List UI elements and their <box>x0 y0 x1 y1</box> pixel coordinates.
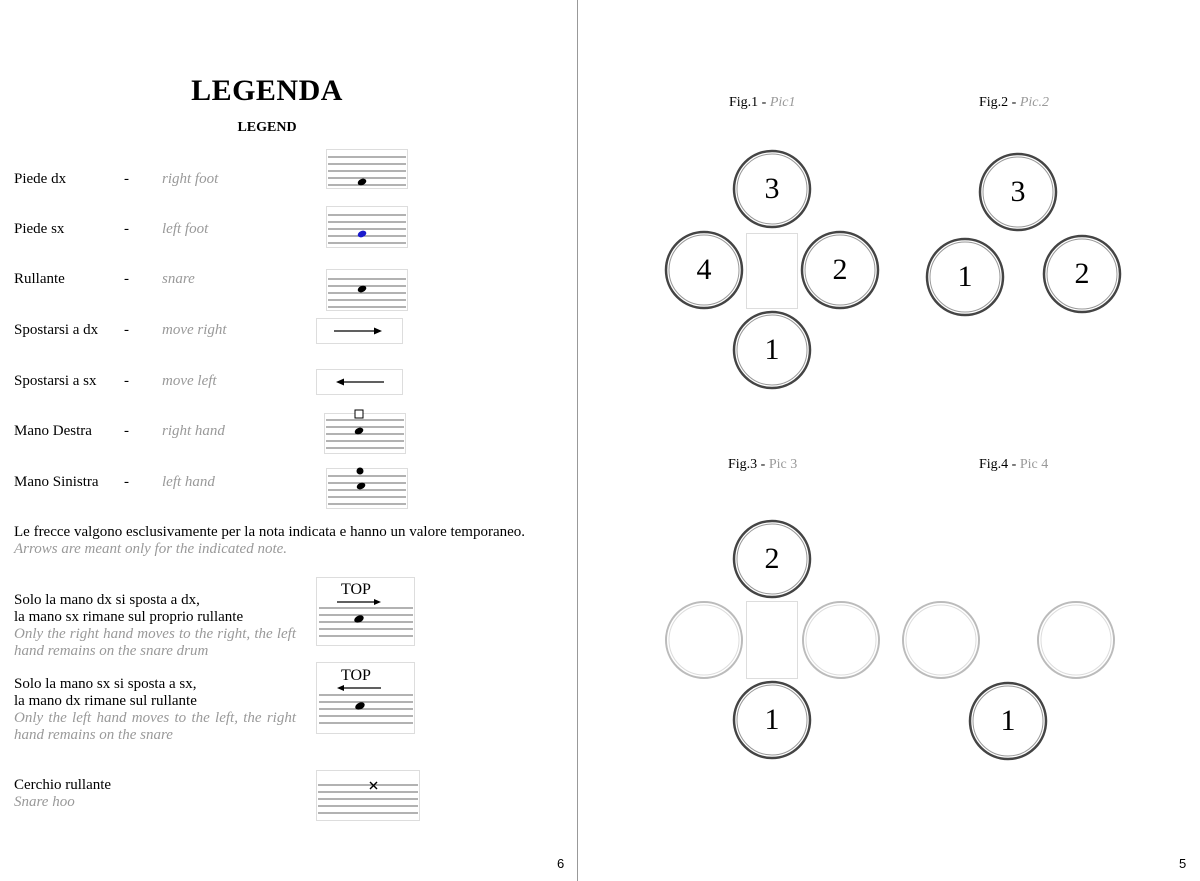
fig-label-en: Pic1 <box>769 95 796 110</box>
row-label-it: Spostarsi a sx <box>14 373 97 389</box>
left-hand-moves-block <box>14 676 296 744</box>
fig-label: Fig.1 - <box>729 95 770 110</box>
top-label: TOP <box>341 581 371 598</box>
row-dash: - <box>124 171 129 187</box>
legend-subtitle: LEGEND <box>237 120 297 135</box>
page-number-left: 6 <box>557 856 565 871</box>
drum-number: 1 <box>957 260 973 293</box>
row-dash: - <box>124 221 129 237</box>
left-page <box>0 0 578 881</box>
row-label-en: snare <box>162 271 195 287</box>
drum-number: 2 <box>832 253 848 286</box>
legend-title: LEGENDA <box>191 74 343 107</box>
block-en-text: Only the left hand moves to the left, the right hand remains on the snare <box>14 710 296 743</box>
block-en-text: Snare hoo <box>14 794 75 810</box>
block-it-line-2: la mano sx rimane sul proprio rullante <box>14 609 244 625</box>
row-label-it: Mano Sinistra <box>14 474 99 490</box>
fig3-caption <box>728 457 797 473</box>
fig-label: Fig.4 - <box>979 457 1020 472</box>
faded-drum-icon <box>1035 599 1117 681</box>
empty-center-box <box>746 601 798 679</box>
drum-right-faded <box>1035 599 1117 681</box>
arrow-left-icon <box>316 369 403 395</box>
fig-label: Fig.2 - <box>979 95 1020 110</box>
drum-number: 2 <box>1074 257 1090 290</box>
right-hand-symbol-icon <box>324 408 406 454</box>
right-page <box>578 0 1200 881</box>
drum-number: 3 <box>1010 175 1026 208</box>
faded-drum-icon <box>663 599 745 681</box>
block-en-text: Only the right hand moves to the right, the left hand remains on the snare drum <box>14 626 296 659</box>
top-arrow-right-staff-icon <box>317 578 414 645</box>
snare-hoop-symbol-icon <box>316 770 420 821</box>
row-label-en: right foot <box>162 171 219 187</box>
drum-top <box>731 148 813 230</box>
right-hand-moves-block <box>14 592 296 660</box>
arrow-right-icon <box>316 318 403 344</box>
left-hand-symbol-icon <box>326 464 408 510</box>
right-foot-symbol-icon <box>326 149 408 189</box>
drum-number: 3 <box>764 172 780 205</box>
row-label-it: Piede sx <box>14 221 65 237</box>
page-number-right: 5 <box>1179 856 1187 871</box>
top-right-symbol <box>316 577 415 646</box>
drum-bottom <box>731 679 813 761</box>
fig4-caption <box>979 457 1048 473</box>
drum-bottom <box>731 309 813 391</box>
row-dash: - <box>124 322 129 338</box>
row-label-en: left foot <box>162 221 209 237</box>
drum-number: 1 <box>764 703 780 736</box>
row-label-it: Rullante <box>14 271 65 287</box>
row-dash: - <box>124 474 129 490</box>
drum-number: 1 <box>1000 704 1016 737</box>
fig-label: Fig.3 - <box>728 457 769 472</box>
fig1-caption <box>729 95 796 111</box>
faded-drum-icon <box>900 599 982 681</box>
block-it-line-1: Cerchio rullante <box>14 777 112 793</box>
drum-number: 4 <box>696 253 712 286</box>
block-it-line-1: Solo la mano dx si sposta a dx, <box>14 592 200 608</box>
arrows-note-en: Arrows are meant only for the indicated note. <box>14 541 288 557</box>
drum-right <box>1041 233 1123 315</box>
snare-symbol-icon <box>326 269 408 311</box>
drum-number: 2 <box>764 542 780 575</box>
empty-center-box <box>746 233 798 309</box>
row-label-en: move right <box>162 322 227 338</box>
block-it-line-2: la mano dx rimane sul rullante <box>14 693 197 709</box>
row-dash: - <box>124 373 129 389</box>
fig-label-en: Pic.2 <box>1019 95 1049 110</box>
row-dash: - <box>124 271 129 287</box>
row-label-en: right hand <box>162 423 225 439</box>
drum-bottom <box>967 680 1049 762</box>
top-arrow-left-staff-icon <box>317 663 414 733</box>
drum-right <box>799 229 881 311</box>
block-it-line-1: Solo la mano sx si sposta a sx, <box>14 676 197 692</box>
drum-left-faded <box>663 599 745 681</box>
row-label-it: Piede dx <box>14 171 67 187</box>
left-foot-symbol-icon <box>326 206 408 248</box>
row-label-en: move left <box>162 373 217 389</box>
fig-label-en: Pic 4 <box>1019 457 1049 472</box>
row-dash: - <box>124 423 129 439</box>
drum-left <box>663 229 745 311</box>
row-label-en: left hand <box>162 474 215 490</box>
snare-hoop-block <box>14 777 296 811</box>
row-label-it: Spostarsi a dx <box>14 322 99 338</box>
drum-right-faded <box>800 599 882 681</box>
drum-left-faded <box>900 599 982 681</box>
fig-label-en: Pic 3 <box>768 457 798 472</box>
drum-left <box>924 236 1006 318</box>
top-left-symbol <box>316 662 415 734</box>
faded-drum-icon <box>800 599 882 681</box>
arrows-note <box>14 524 534 558</box>
row-label-it: Mano Destra <box>14 423 92 439</box>
drum-number: 1 <box>764 333 780 366</box>
arrows-note-it: Le frecce valgono esclusivamente per la nota indicata e hanno un valore temporaneo. <box>14 524 526 540</box>
top-label: TOP <box>341 667 371 684</box>
drum-top <box>731 518 813 600</box>
fig2-caption <box>979 95 1049 111</box>
drum-top <box>977 151 1059 233</box>
